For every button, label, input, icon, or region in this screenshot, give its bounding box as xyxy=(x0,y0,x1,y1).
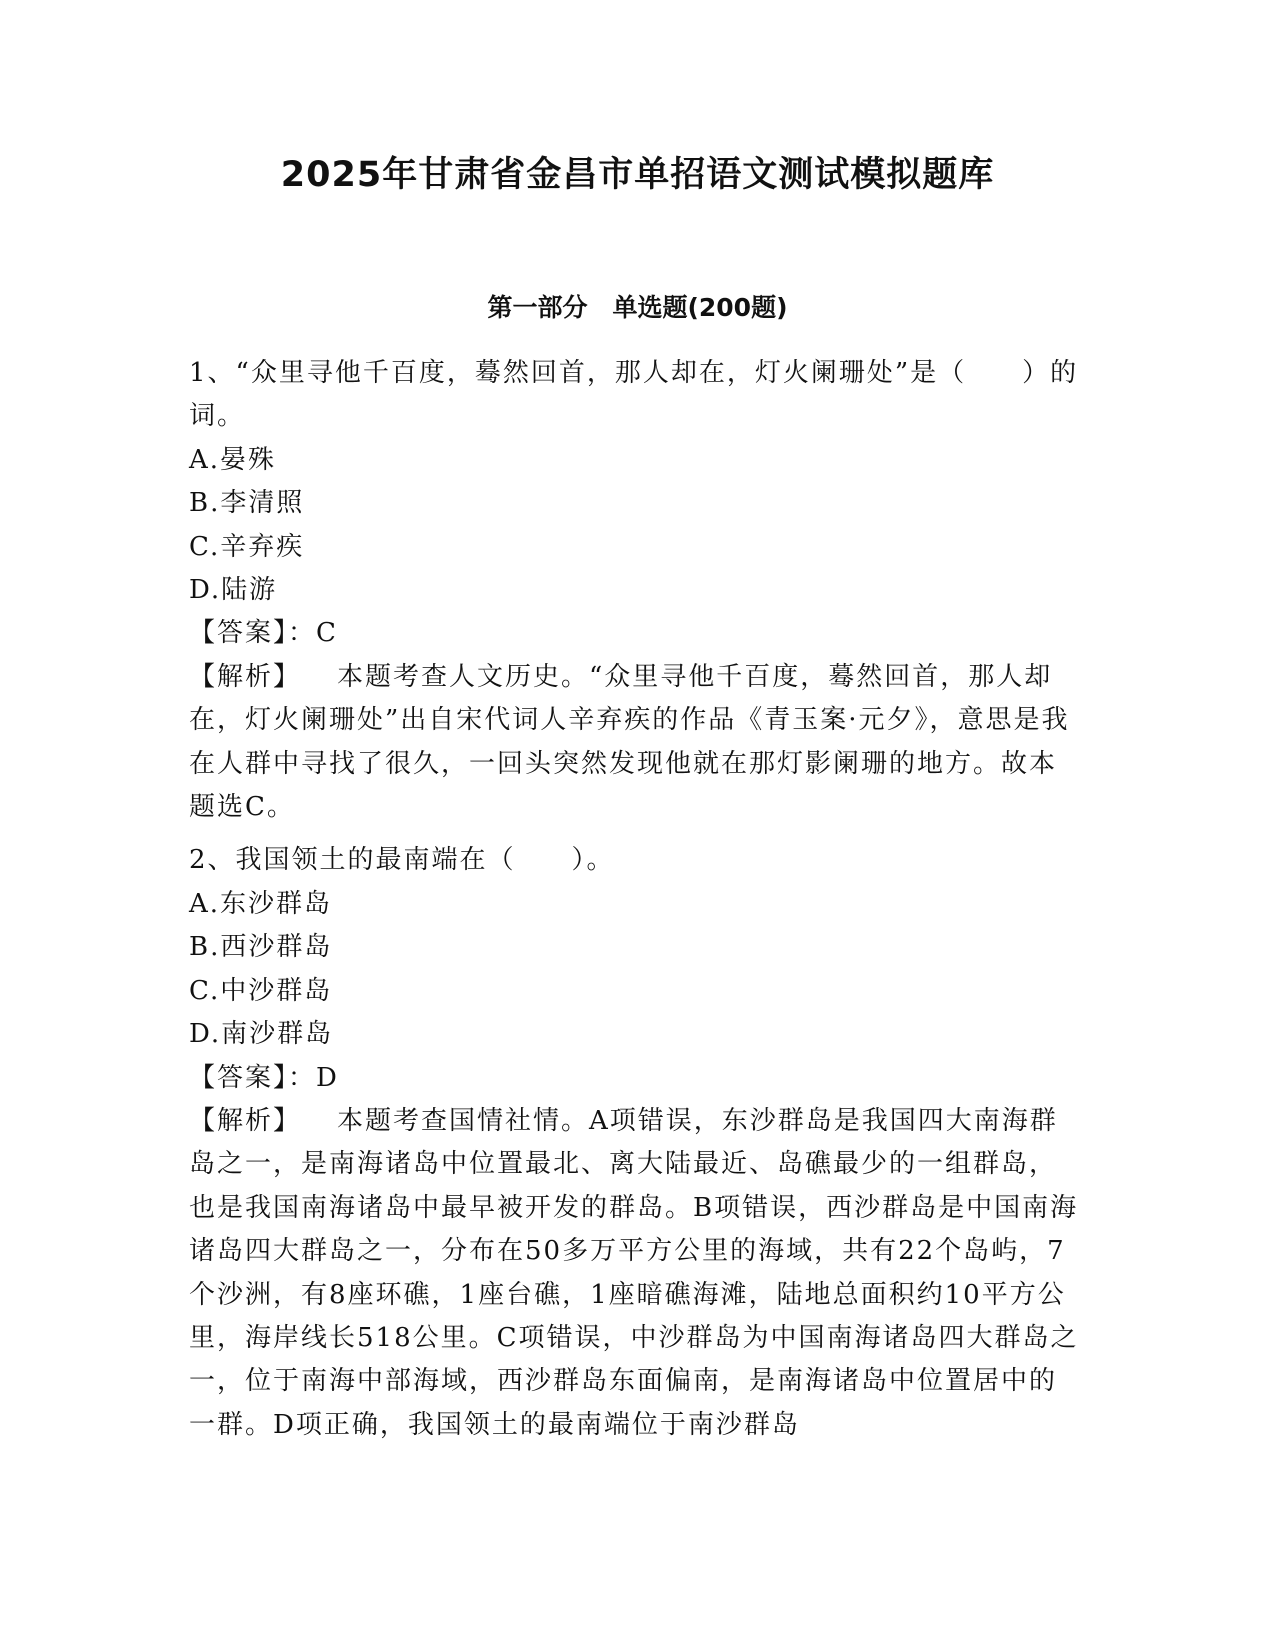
question-item xyxy=(189,352,1084,829)
option-a: A.东沙群岛 xyxy=(189,888,333,919)
question-stem: 2、我国领土的最南端在（ ）。 xyxy=(189,845,615,876)
analysis-text: 本题考查人文历史。“众里寻他千百度，蓦然回首，那人却在，灯火阑珊处”出自宋代词人辛弃疾的作品《青玉案·元夕》，意思是我在人群中寻找了很久，一回头突然发现他就在那灯影阑珊的地方。故本题选C。 xyxy=(189,661,1070,823)
analysis-label: 【解析】 xyxy=(189,1105,302,1136)
option-a: A.晏殊 xyxy=(189,444,277,475)
question-spacer xyxy=(189,829,1084,839)
question-item xyxy=(189,839,1084,1447)
option-d: D.陆游 xyxy=(189,575,278,606)
option-d: D.南沙群岛 xyxy=(189,1019,334,1050)
answer-line xyxy=(189,1057,1084,1100)
question-stem: 1、“众里寻他千百度，蓦然回首，那人却在，灯火阑珊处”是（ ）的词。 xyxy=(189,358,1079,432)
question-list xyxy=(189,352,1084,1447)
option-c: C.中沙群岛 xyxy=(189,975,333,1006)
answer-label: 【答案】： xyxy=(189,1062,317,1093)
option-b: B.西沙群岛 xyxy=(189,932,333,963)
section-title: 第一部分 单选题(200题) xyxy=(487,293,788,322)
answer-value: C xyxy=(316,618,338,649)
option-b: B.李清照 xyxy=(189,488,305,519)
document-title: 2025年甘肃省金昌市单招语文测试模拟题库 xyxy=(280,155,995,195)
analysis-block xyxy=(189,1100,1084,1447)
answer-value: D xyxy=(316,1062,339,1093)
analysis-block xyxy=(189,656,1084,830)
analysis-label: 【解析】 xyxy=(189,661,302,692)
answer-line xyxy=(189,612,1084,655)
answer-label: 【答案】： xyxy=(189,618,317,649)
analysis-text: 本题考查国情社情。A项错误，东沙群岛是我国四大南海群岛之一，是南海诸岛中位置最北、离大陆最近、岛礁最少的一组群岛，也是我国南海诸岛中最早被开发的群岛。B项错误，西沙群岛是中国南海诸岛四大群岛之一，分布在50多万平方公里的海域，共有22个岛屿，7个沙洲，有8座环礁，1座台礁，1座暗礁海滩，陆地总面积约10平方公里，海岸线长518公里。C项错误，中沙群岛为中国南海诸岛四大群岛之一，位于南海中部海域，西沙群岛东面偏南，是南海诸岛中位置居中的一群。D项正确，我国领土的最南端位于南沙群岛 xyxy=(189,1105,1079,1440)
option-c: C.辛弃疾 xyxy=(189,531,305,562)
